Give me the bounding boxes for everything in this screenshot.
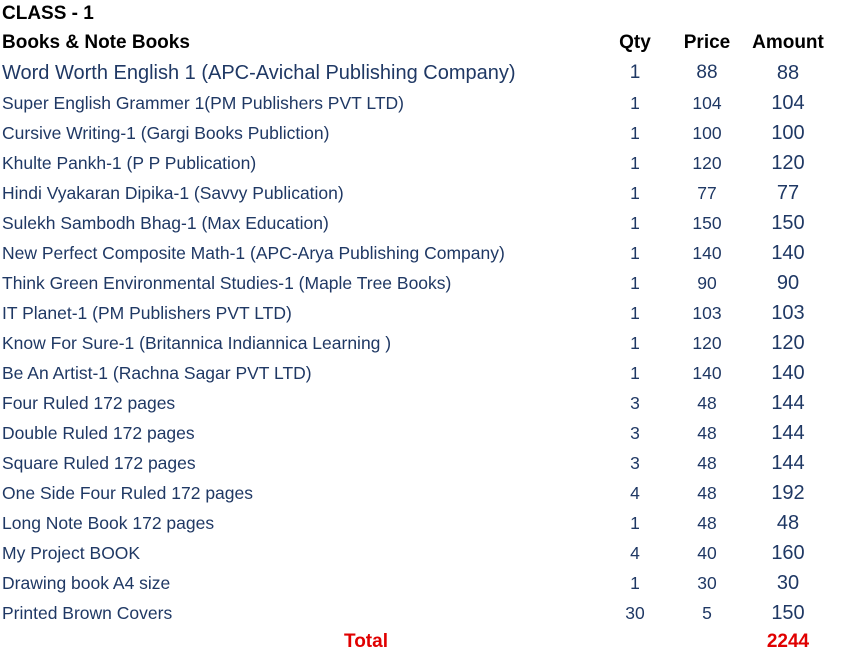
item-qty: 30: [625, 603, 645, 623]
item-qty: 1: [630, 123, 640, 143]
class-title: CLASS - 1: [2, 3, 94, 24]
item-qty: 1: [630, 243, 640, 263]
item-qty: 1: [630, 303, 640, 323]
item-amount: 100: [771, 122, 805, 144]
item-price: 48: [697, 423, 717, 443]
total-value: 2244: [766, 631, 810, 652]
table-row: [0, 268, 843, 298]
table-row: [0, 508, 843, 538]
item-name: Double Ruled 172 pages: [2, 423, 195, 443]
price-column-header: Price: [683, 32, 731, 53]
item-name: Word Worth English 1 (APC-Avichal Publishing Company): [2, 62, 516, 84]
item-name: New Perfect Composite Math-1 (APC-Arya Publishing Company): [2, 243, 505, 263]
item-name: IT Planet-1 (PM Publishers PVT LTD): [2, 303, 292, 323]
item-price: 120: [692, 153, 722, 173]
total-row: [0, 628, 843, 656]
table-row: [0, 418, 843, 448]
item-qty: 1: [629, 62, 641, 83]
item-qty: 1: [630, 513, 640, 533]
item-price: 40: [697, 543, 717, 563]
item-qty: 1: [630, 333, 640, 353]
section-heading: Books & Note Books: [2, 32, 190, 53]
item-name: Long Note Book 172 pages: [2, 513, 215, 533]
items-table: [0, 58, 843, 628]
item-qty: 1: [630, 93, 640, 113]
item-name: Be An Artist-1 (Rachna Sagar PVT LTD): [2, 363, 312, 383]
item-amount: 103: [771, 302, 805, 324]
table-row: [0, 178, 843, 208]
item-price: 48: [697, 453, 717, 473]
item-amount: 150: [771, 602, 805, 624]
item-amount: 120: [771, 332, 805, 354]
item-name: Know For Sure-1 (Britannica Indiannica Learning ): [2, 333, 392, 353]
item-amount: 160: [771, 542, 805, 564]
item-price: 48: [697, 483, 717, 503]
item-price: 48: [697, 513, 717, 533]
item-price: 90: [697, 273, 717, 293]
table-header: [0, 28, 843, 58]
item-price: 100: [692, 123, 722, 143]
table-row: [0, 118, 843, 148]
item-qty: 1: [630, 573, 640, 593]
table-row: [0, 568, 843, 598]
item-amount: 48: [776, 512, 800, 534]
item-price: 140: [692, 243, 722, 263]
item-qty: 3: [630, 393, 640, 413]
item-price: 77: [697, 183, 717, 203]
item-name: One Side Four Ruled 172 pages: [2, 483, 253, 503]
item-amount: 140: [771, 242, 805, 264]
item-name: Super English Grammer 1(PM Publishers PVT LTD): [2, 93, 404, 113]
item-amount: 104: [771, 92, 805, 114]
item-price: 140: [692, 363, 722, 383]
item-name: Hindi Vyakaran Dipika-1 (Savvy Publication): [2, 183, 344, 203]
item-name: Khulte Pankh-1 (P P Publication): [2, 153, 257, 173]
item-qty: 4: [630, 543, 640, 563]
item-price: 48: [697, 393, 717, 413]
item-qty: 3: [630, 453, 640, 473]
item-qty: 4: [630, 483, 640, 503]
item-qty: 1: [630, 153, 640, 173]
item-amount: 30: [776, 572, 800, 594]
item-name: Drawing book A4 size: [2, 573, 171, 593]
qty-column-header: Qty: [619, 32, 651, 53]
item-amount: 120: [771, 152, 805, 174]
item-amount: 144: [771, 452, 805, 474]
item-price: 88: [696, 62, 718, 83]
table-row: [0, 298, 843, 328]
table-row: [0, 238, 843, 268]
table-row: [0, 388, 843, 418]
item-qty: 1: [630, 183, 640, 203]
item-amount: 144: [771, 422, 805, 444]
table-row: [0, 538, 843, 568]
item-qty: 1: [630, 213, 640, 233]
item-amount: 88: [776, 62, 800, 84]
item-name: My Project BOOK: [2, 543, 141, 563]
table-row: [0, 478, 843, 508]
item-amount: 150: [771, 212, 805, 234]
item-amount: 192: [771, 482, 805, 504]
item-price: 120: [692, 333, 722, 353]
table-row: [0, 328, 843, 358]
table-row: [0, 58, 843, 88]
item-qty: 3: [630, 423, 640, 443]
item-amount: 90: [776, 272, 800, 294]
item-price: 103: [692, 303, 722, 323]
item-price: 30: [697, 573, 717, 593]
table-row: [0, 148, 843, 178]
item-amount: 140: [771, 362, 805, 384]
item-qty: 1: [630, 273, 640, 293]
table-row: [0, 208, 843, 238]
item-qty: 1: [630, 363, 640, 383]
total-label: Total: [344, 631, 388, 652]
item-name: Square Ruled 172 pages: [2, 453, 196, 473]
item-name: Sulekh Sambodh Bhag-1 (Max Education): [2, 213, 329, 233]
item-name: Cursive Writing-1 (Gargi Books Publiction): [2, 123, 330, 143]
item-amount: 77: [776, 182, 800, 204]
item-name: Think Green Environmental Studies-1 (Maple Tree Books): [2, 273, 452, 293]
table-row: [0, 448, 843, 478]
item-name: Printed Brown Covers: [2, 603, 173, 623]
amount-column-header: Amount: [752, 32, 824, 53]
item-name: Four Ruled 172 pages: [2, 393, 176, 413]
item-price: 104: [692, 93, 722, 113]
item-price: 150: [692, 213, 722, 233]
table-row: [0, 598, 843, 628]
table-row: [0, 358, 843, 388]
item-price: 5: [702, 603, 712, 623]
item-amount: 144: [771, 392, 805, 414]
table-row: [0, 88, 843, 118]
